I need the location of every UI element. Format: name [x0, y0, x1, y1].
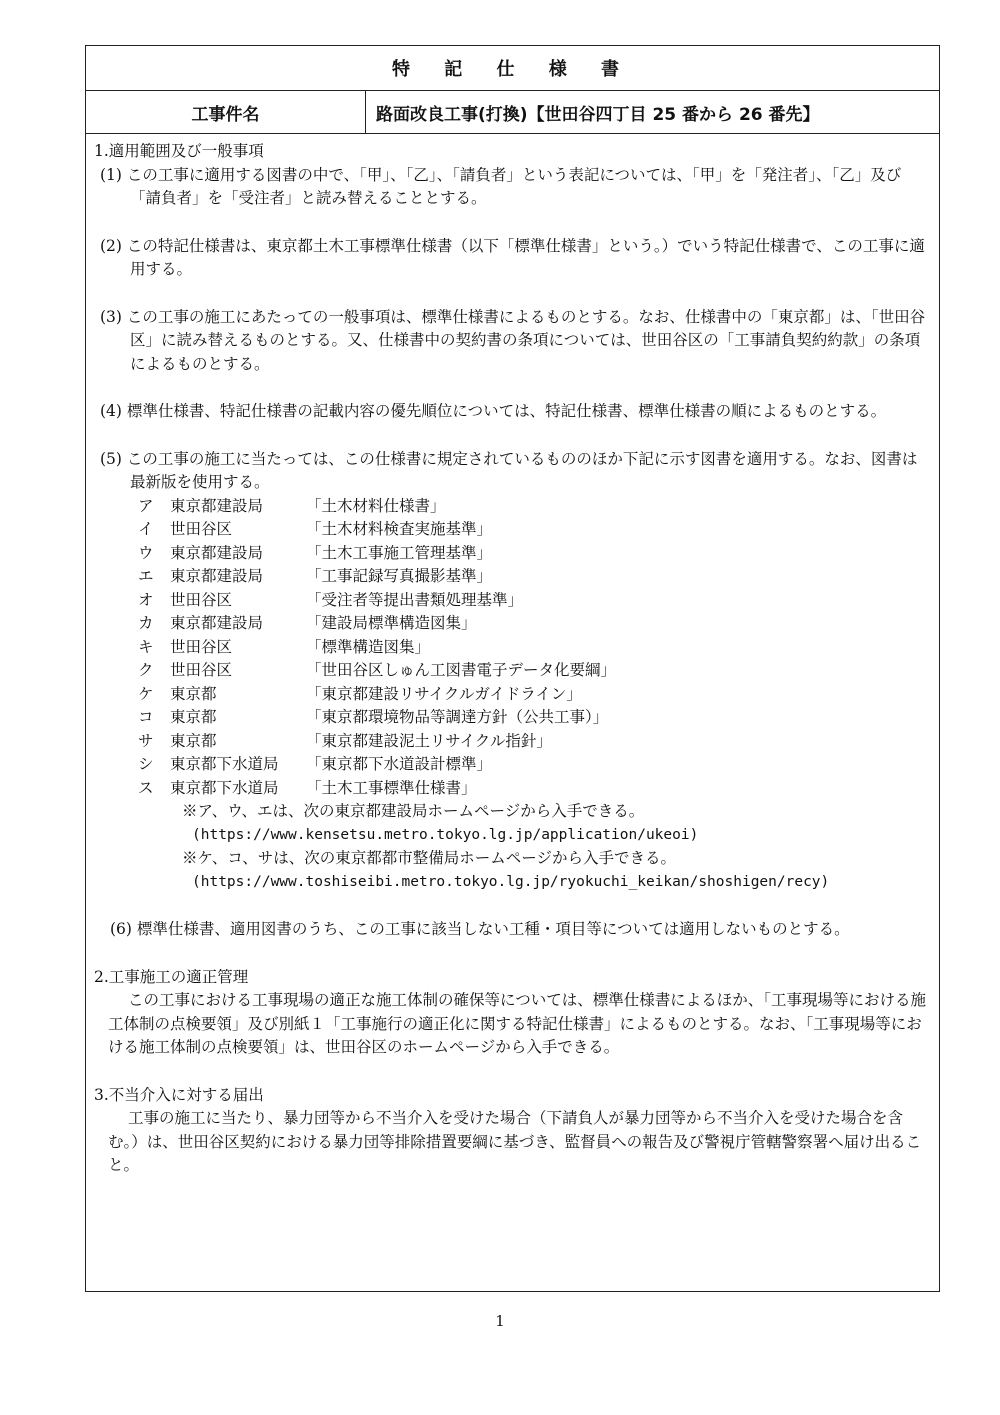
project-name-value: 路面改良工事(打換)【世田谷四丁目 25 番から 26 番先】 — [376, 104, 820, 125]
list-item-org: 東京都下水道局 — [170, 778, 279, 797]
list-item-doc: 「土木材料仕様書」 — [306, 496, 446, 515]
url-2: (https://www.toshiseibi.metro.tokyo.lg.jp/ryokuchi_keikan/shoshigen/recy) — [192, 873, 830, 890]
list-item-doc: 「土木工事標準仕様書」 — [306, 778, 477, 797]
list-item-key: オ — [138, 590, 154, 609]
list-item-doc: 「建設局標準構造図集」 — [306, 614, 477, 632]
list-item-doc: 「東京都建設泥土リサイクル指針」 — [306, 731, 552, 750]
list-item-doc: 「標準構造図集」 — [306, 637, 431, 656]
list-item-org: 世田谷区 — [170, 520, 233, 538]
section-1-heading: 1.適用範囲及び一般事項 — [94, 142, 264, 160]
spec-sheet — [85, 45, 940, 1292]
section-1-para-1: (1) この工事に適用する図書の中で、「甲」、「乙」、「請負者」という表記については、「甲」を「発注者」、「乙」及び「請負者」を「受注者」と読み替えることとする。 — [100, 165, 902, 207]
section-3-body: 工事の施工に当たり、暴力団等から不当介入を受けた場合（下請負人が暴力団等から不当介入を受けた場合を含む。）は、世田谷区契約における暴力団等排除措置要綱に基づき、監督員への報告及び警視庁管轄警察署へ届け出ること。 — [108, 1109, 922, 1174]
list-item — [138, 495, 929, 519]
section-1-para-6: (6) 標準仕様書、適用図書のうち、この工事に該当しない工種・項目等については適用しないものとする。 — [110, 920, 850, 938]
section-1-para-5: (5) この工事の施工に当たっては、この仕様書に規定されているもののほか下記に示す図書を適用する。なお、図書は最新版を使用する。 — [100, 449, 918, 491]
list-item-key: サ — [138, 731, 154, 750]
list-item-org: 東京都下水道局 — [170, 755, 279, 773]
list-item — [138, 730, 929, 754]
list-item-org: 東京都建設局 — [170, 567, 264, 585]
document-title: 特 記 仕 様 書 — [86, 46, 939, 91]
project-name-row — [86, 91, 939, 134]
list-item-key: イ — [138, 520, 154, 538]
note-2: ※ケ、コ、サは、次の東京都都市整備局ホームページから入手できる。 — [182, 849, 676, 867]
list-item-org: 東京都 — [170, 731, 217, 750]
list-item-org: 東京都 — [170, 708, 217, 726]
list-item-doc: 「土木工事施工管理基準」 — [306, 543, 493, 562]
list-item-org: 世田谷区 — [170, 590, 233, 609]
section-3-heading: 3.不当介入に対する届出 — [94, 1085, 264, 1104]
list-item — [138, 753, 929, 777]
list-item-org: 東京都建設局 — [170, 614, 264, 632]
list-item-doc: 「東京都下水道設計標準」 — [306, 755, 493, 773]
list-item-key: シ — [138, 755, 154, 773]
list-item-doc: 「東京都環境物品等調達方針（公共工事）」 — [306, 708, 609, 726]
list-item-org: 世田谷区 — [170, 637, 233, 656]
list-item-key: カ — [138, 614, 154, 632]
section-2-body: この工事における工事現場の適正な施工体制の確保等については、標準仕様書によるほか、「工事現場等における施工体制の点検要領」及び別紙１「工事施行の適正化に関する特記仕様書」によるものとする。なお、「工事現場等における施工体制の点検要領」は、世田谷区のホームページから入手できる。 — [108, 991, 926, 1056]
section-1-para-4: (4) 標準仕様書、特記仕様書の記載内容の優先順位については、特記仕様書、標準仕様書の順によるものとする。 — [100, 402, 887, 420]
list-item-key: ケ — [138, 684, 154, 703]
spec-body — [86, 134, 939, 1178]
list-item-key: ク — [138, 661, 154, 679]
section-1-para-3: (3) この工事の施工にあたっての一般事項は、標準仕様書によるものとする。なお、仕様書中の「東京都」は、「世田谷区」に読み替えるものとする。又、仕様書中の契約書の条項については、世田谷区の「工事請負契約約款」の条項によるものとする。 — [100, 307, 926, 373]
list-item-org: 東京都建設局 — [170, 496, 264, 515]
list-item — [138, 589, 929, 613]
list-item — [138, 636, 929, 660]
list-item — [138, 659, 929, 683]
list-item — [138, 542, 929, 566]
project-name-label: 工事件名 — [86, 91, 366, 133]
list-item-key: ス — [138, 778, 154, 797]
list-item-key: エ — [138, 567, 154, 585]
list-item-key: ウ — [138, 543, 154, 562]
applied-documents-list — [94, 495, 929, 801]
list-item-org: 東京都建設局 — [170, 543, 264, 562]
list-item — [138, 612, 929, 636]
list-item-key: コ — [138, 708, 154, 726]
list-item-doc: 「土木材料検査実施基準」 — [306, 520, 493, 538]
url-1: (https://www.kensetsu.metro.tokyo.lg.jp/application/ukeoi) — [192, 826, 699, 843]
list-item — [138, 683, 929, 707]
page-number: 1 — [495, 1312, 505, 1330]
list-item — [138, 777, 929, 801]
list-item-key: キ — [138, 637, 154, 656]
list-item-doc: 「世田谷区しゅん工図書電子データ化要綱」 — [306, 661, 617, 679]
note-1: ※ア、ウ、エは、次の東京都建設局ホームページから入手できる。 — [182, 802, 645, 820]
list-item-doc: 「東京都建設リサイクルガイドライン」 — [306, 684, 582, 703]
list-item — [138, 565, 929, 589]
list-item-key: ア — [138, 496, 154, 515]
list-item — [138, 518, 929, 542]
list-item-doc: 「工事記録写真撮影基準」 — [306, 567, 493, 585]
list-item-doc: 「受注者等提出書類処理基準」 — [306, 590, 524, 609]
list-item-org: 世田谷区 — [170, 661, 233, 679]
list-item-org: 東京都 — [170, 684, 217, 703]
list-item — [138, 706, 929, 730]
section-1-para-2: (2) この特記仕様書は、東京都土木工事標準仕様書（以下「標準仕様書」という。）でいう特記仕様書で、この工事に適用する。 — [100, 236, 925, 278]
section-2-heading: 2.工事施工の適正管理 — [94, 967, 249, 986]
